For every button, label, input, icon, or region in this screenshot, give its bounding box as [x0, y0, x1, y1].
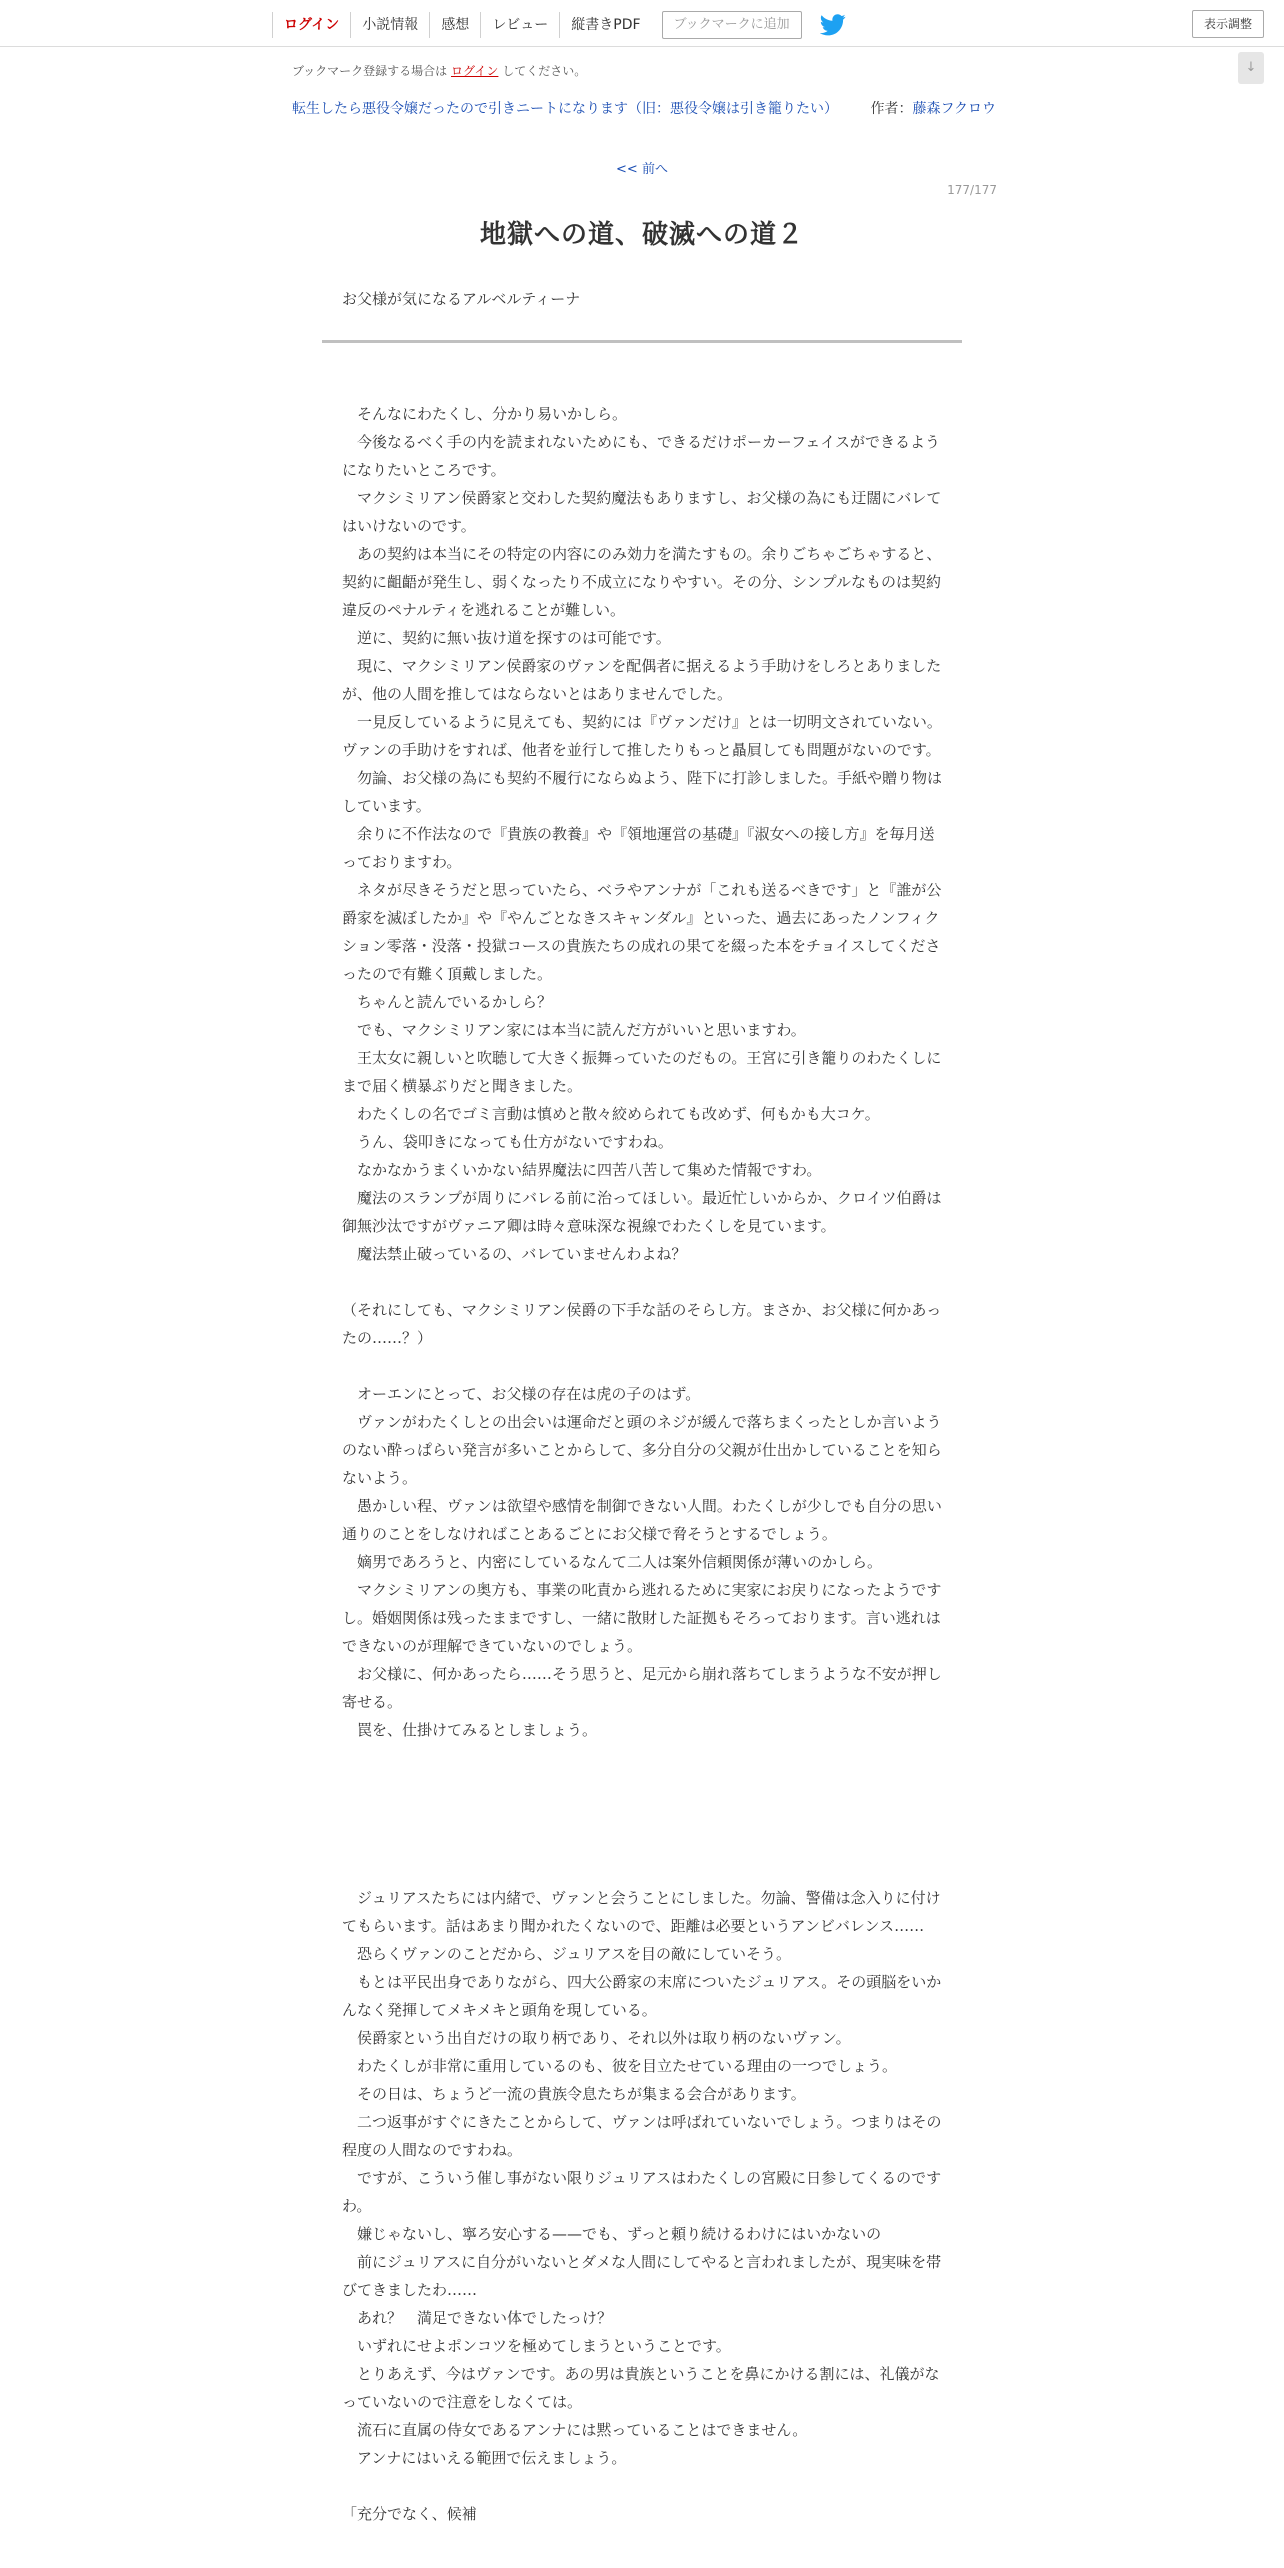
body-paragraph: 魔法禁止破っているの、バレていませんわよね？	[342, 1245, 687, 1263]
body-paragraph: 魔法のスランプが周りにバレる前に治ってほしい。最近忙しいからか、クロイツ伯爵は御無沙汰ですがヴァニア卿は時々意味深な視線でわたくしを見ています。	[342, 1189, 942, 1235]
body-paragraph: アンナにはいえる範囲で伝えましょう。	[342, 2449, 627, 2467]
nav-novel-info[interactable]: 小説情報	[350, 12, 429, 38]
body-paragraph: ヴァンがわたくしとの出会いは運命だと頭のネジが緩んで落ちまくったとしか言いようのない酔っぱらい発言が多いことからして、多分自分の父親が仕出かしていることを知らないよう。	[342, 1413, 942, 1487]
section-break	[342, 1744, 942, 1884]
body-paragraph: 今後なるべく手の内を読まれないためにも、できるだけポーカーフェイスができるようになりたいところです。	[342, 433, 941, 479]
body-paragraph: 愚かしい程、ヴァンは欲望や感情を制御できない人間。わたくしが少しでも自分の思い通りのことをしなければことあるごとにお父様で脅そうとするでしょう。	[342, 1497, 942, 1543]
chapter-title: 地獄への道、破滅への道２	[479, 220, 804, 250]
body-paragraph: ちゃんと読んでいるかしら？	[342, 993, 553, 1011]
author-link[interactable]: 藤森フクロウ	[912, 101, 997, 117]
body-paragraph: いずれにせよポンコツを極めてしまうということです。	[342, 2337, 731, 2355]
body-paragraph: 二つ返事がすぐにきたことからして、ヴァンは呼ばれていないでしょう。つまりはその程度の人間なのですわね。	[342, 2113, 942, 2159]
chapter-counter: 177/177	[947, 183, 997, 197]
bookmark-notice-login-link[interactable]: ログイン	[451, 64, 499, 78]
body-paragraph: その日は、ちょうど一流の貴族令息たちが集まる会合があります。	[342, 2085, 806, 2103]
blank-line	[342, 1352, 942, 1380]
bookmark-notice-prefix: ブックマーク登録する場合は	[292, 64, 448, 78]
body-paragraph: 一見反しているように見えても、契約には『ヴァンだけ』とは一切明文されていない。ヴァンの手助けをすれば、他者を並行して推したりもっと贔屓しても問題がないのです。	[342, 713, 942, 759]
body-paragraph: わたくしが非常に重用しているのも、彼を目立たせている理由の一つでしょう。	[342, 2057, 898, 2075]
body-paragraph: （それにしても、マクシミリアン侯爵の下手な話のそらし方。まさか、お父様に何かあったの……？）	[342, 1301, 942, 1347]
body-paragraph: 余りに不作法なので『貴族の教養』や『領地運営の基礎』『淑女への接し方』を毎月送っておりますわ。	[342, 825, 935, 871]
twitter-icon[interactable]	[820, 14, 846, 36]
body-paragraph: 流石に直属の侍女であるアンナには黙っていることはできません。	[342, 2421, 808, 2439]
bookmark-notice-suffix: してください。	[502, 64, 587, 78]
preface-divider	[322, 340, 962, 343]
body-paragraph: ですが、こういう催し事がない限りジュリアスはわたくしの宮殿に日参してくるのですわ。	[342, 2169, 942, 2215]
display-settings-button[interactable]: 表示調整	[1192, 10, 1264, 38]
top-nav	[272, 10, 846, 40]
body-paragraph: ジュリアスたちには内緒で、ヴァンと会うことにしました。勿論、警備は念入りに付けてもらいます。話はあまり聞かれたくないので、距離は必要というアンビバレンス……	[342, 1889, 941, 1935]
body-paragraph: もとは平民出身でありながら、四大公爵家の末席についたジュリアス。その頭脳をいかんなく発揮してメキメキと頭角を現している。	[342, 1973, 942, 2019]
top-bar	[0, 0, 1284, 47]
blank-line	[342, 2472, 942, 2500]
body-paragraph: 恐らくヴァンのことだから、ジュリアスを目の敵にしていそう。	[342, 1945, 791, 1963]
body-paragraph: 勿論、お父様の為にも契約不履行にならぬよう、陛下に打診しました。手紙や贈り物はしています。	[342, 769, 943, 815]
body-paragraph: でも、マクシミリアン家には本当に読んだ方がいいと思いますわ。	[342, 1021, 806, 1039]
bookmark-notice	[292, 62, 586, 79]
body-paragraph: 逆に、契約に無い抜け道を探すのは可能です。	[342, 629, 671, 647]
body-paragraph: 嫌じゃないし、寧ろ安心する——でも、ずっと頼り続けるわけにはいかないの	[342, 2225, 882, 2243]
body-paragraph: マクシミリアン侯爵家と交わした契約魔法もありますし、お父様の為にも迂闊にバレてはいけないのです。	[342, 489, 942, 535]
novel-info-line	[292, 98, 996, 118]
body-paragraph: そんなにわたくし、分かり易いかしら。	[342, 405, 628, 423]
body-paragraph: とりあえず、今はヴァンです。あの男は貴族ということを鼻にかける割には、礼儀がなっていないので注意をしなくては。	[342, 2365, 940, 2411]
body-paragraph: 「充分でなく、候補	[342, 2505, 477, 2523]
body-paragraph: なかなかうまくいかない結界魔法に四苦八苦して集めた情報ですわ。	[342, 1161, 822, 1179]
chapter-preface: お父様が気になるアルベルティーナ	[342, 290, 581, 308]
body-paragraph: 王太女に親しいと吹聴して大きく振舞っていたのだもの。王宮に引き籠りのわたくしにまで届く横暴ぶりだと聞きました。	[342, 1049, 942, 1095]
body-paragraph: お父様に、何かあったら……そう思うと、足元から崩れ落ちてしまうような不安が押し寄せる。	[342, 1665, 942, 1711]
nav-impressions[interactable]: 感想	[429, 12, 480, 38]
body-paragraph: 現に、マクシミリアン侯爵家のヴァンを配偶者に据えるよう手助けをしろとありましたが、他の人間を推してはならないとはありませんでした。	[342, 657, 942, 703]
body-paragraph: わたくしの名でゴミ言動は慎めと散々絞められても改めず、何もかも大コケ。	[342, 1105, 880, 1123]
blank-line	[342, 1268, 942, 1296]
body-paragraph: ネタが尽きそうだと思っていたら、ベラやアンナが「これも送るべきです」と『誰が公爵家を滅ぼしたか』や『やんごとなきスキャンダル』といった、過去にあったノンフィクション零落・没落・投獄コースの貴族たちの成れの果てを綴った本をチョイスしてくださったので有難く頂戴しました。	[342, 881, 942, 983]
nav-login[interactable]: ログイン	[272, 12, 350, 38]
body-paragraph: 罠を、仕掛けてみるとしましょう。	[342, 1721, 598, 1739]
prev-chapter-link[interactable]: << 前へ	[616, 162, 668, 177]
add-bookmark-button[interactable]: ブックマークに追加	[662, 11, 802, 39]
body-paragraph: あの契約は本当にその特定の内容にのみ効力を満たすもの。余りごちゃごちゃすると、契約に齟齬が発生し、弱くなったり不成立になりやすい。その分、シンプルなものは契約違反のペナルティを逃れることが難しい。	[342, 545, 942, 619]
body-paragraph: 嫡男であろうと、内密にしているなんて二人は案外信頼関係が薄いのかしら。	[342, 1553, 883, 1571]
body-paragraph: あれ？ 満足できない体でしたっけ？	[342, 2309, 613, 2327]
body-paragraph: うん、袋叩きになっても仕方がないですわね。	[342, 1133, 673, 1151]
body-paragraph: オーエンにとって、お父様の存在は虎の子のはず。	[342, 1385, 701, 1403]
chapter-body	[342, 400, 942, 2528]
nav-review[interactable]: レビュー	[480, 12, 559, 38]
body-paragraph: 前にジュリアスに自分がいないとダメな人間にしてやると言われましたが、現実味を帯びてきましたわ……	[342, 2253, 942, 2299]
body-paragraph: 侯爵家という出自だけの取り柄であり、それ以外は取り柄のないヴァン。	[342, 2029, 851, 2047]
nav-vertical-pdf[interactable]: 縦書きPDF	[559, 12, 651, 38]
novel-title-link[interactable]: 転生したら悪役令嬢だったので引きニートになります（旧：悪役令嬢は引き籠りたい）	[292, 101, 838, 117]
body-paragraph: マクシミリアンの奥方も、事業の叱責から逃れるために実家にお戻りになったようですし。婚姻関係は残ったままですし、一緒に散財した証拠もそろっております。言い逃れはできないのが理解できていないのでしょう。	[342, 1581, 942, 1655]
author-label: 作者：	[870, 101, 913, 117]
scroll-down-button[interactable]: ↓	[1238, 52, 1264, 84]
